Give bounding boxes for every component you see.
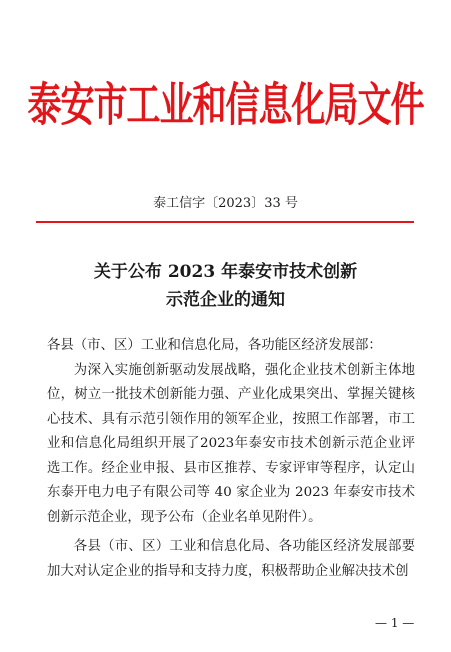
notice-title — [0, 258, 451, 314]
red-divider-line — [36, 221, 414, 223]
body-paragraph-2: 各县（市、区）工业和信息化局、各功能区经济发展部要加大对认定企业的指导和支持力度，积极帮助企业解决技术创 — [47, 539, 415, 579]
salutation: 各县（市、区）工业和信息化局，各功能区经济发展部： — [47, 338, 382, 353]
document-number: 泰工信字〔2023〕33 号 — [153, 196, 298, 211]
notice-title-line-2: 示范企业的通知 — [166, 290, 285, 310]
body-paragraph-1: 为深入实施创新驱动发展战略，强化企业技术创新主体地位，树立一批技术创新能力强、产业化成果突出、掌握关键核心技术、具有示范引领作用的领军企业，按照工作部署，市工业和信息化局组织开展了2023年泰安市技术创新示范企业评选工作。经企业申报、县市区推荐、专家评审等程序，认定山东泰开电力电子有限公司等 40 家企业为 2023 年泰安市技术创新示范企业，现予公布（企业名单见附件）。 — [47, 362, 415, 525]
notice-body — [47, 334, 415, 584]
page-number: — 1 — — [375, 616, 415, 630]
notice-title-line-1: 关于公布 2023 年泰安市技术创新 — [93, 262, 358, 282]
document-masthead: 泰安市工业和信息化局文件 — [27, 78, 424, 133]
